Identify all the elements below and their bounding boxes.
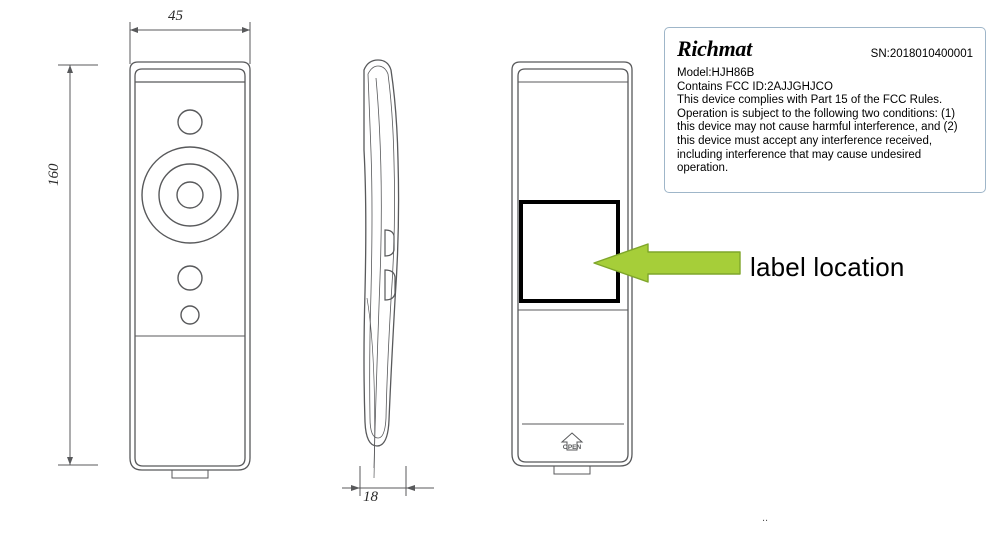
height-dimension-line <box>58 60 98 472</box>
fcc-label-body <box>677 67 975 176</box>
fcc-label-card <box>664 27 986 193</box>
width-dimension-text: 45 <box>168 8 183 24</box>
bottom-mark: .. <box>762 512 769 524</box>
compliance-line-5: including interference that may cause undesired <box>677 148 922 161</box>
front-view-drawing <box>60 20 320 490</box>
brand-name: Richmat <box>677 36 752 61</box>
compliance-line-4: this device must accept any interference received, <box>677 134 933 147</box>
label-location-text: label location <box>750 252 905 282</box>
model-line: Model:HJH86B <box>677 67 755 79</box>
compliance-line-1: This device complies with Part 15 of the FCC Rules. <box>677 94 943 107</box>
height-dimension-text: 160 <box>46 163 62 186</box>
compliance-line-2: Operation is subject to the following two conditions: (1) <box>677 107 956 120</box>
label-location-arrow <box>592 243 742 285</box>
compliance-line-6: operation. <box>677 162 729 175</box>
serial-number: SN:2018010400001 <box>870 48 973 60</box>
fcc-id-line: Contains FCC ID:2AJJGHJCO <box>677 80 833 93</box>
depth-dimension-text: 18 <box>363 489 378 505</box>
width-dimension-line <box>120 22 260 64</box>
compliance-line-3: this device may not cause harmful interference, and (2) <box>677 121 958 134</box>
battery-door-open-text: OPEN <box>562 444 582 451</box>
side-view-drawing <box>330 48 450 488</box>
depth-dimension-line <box>342 466 434 510</box>
